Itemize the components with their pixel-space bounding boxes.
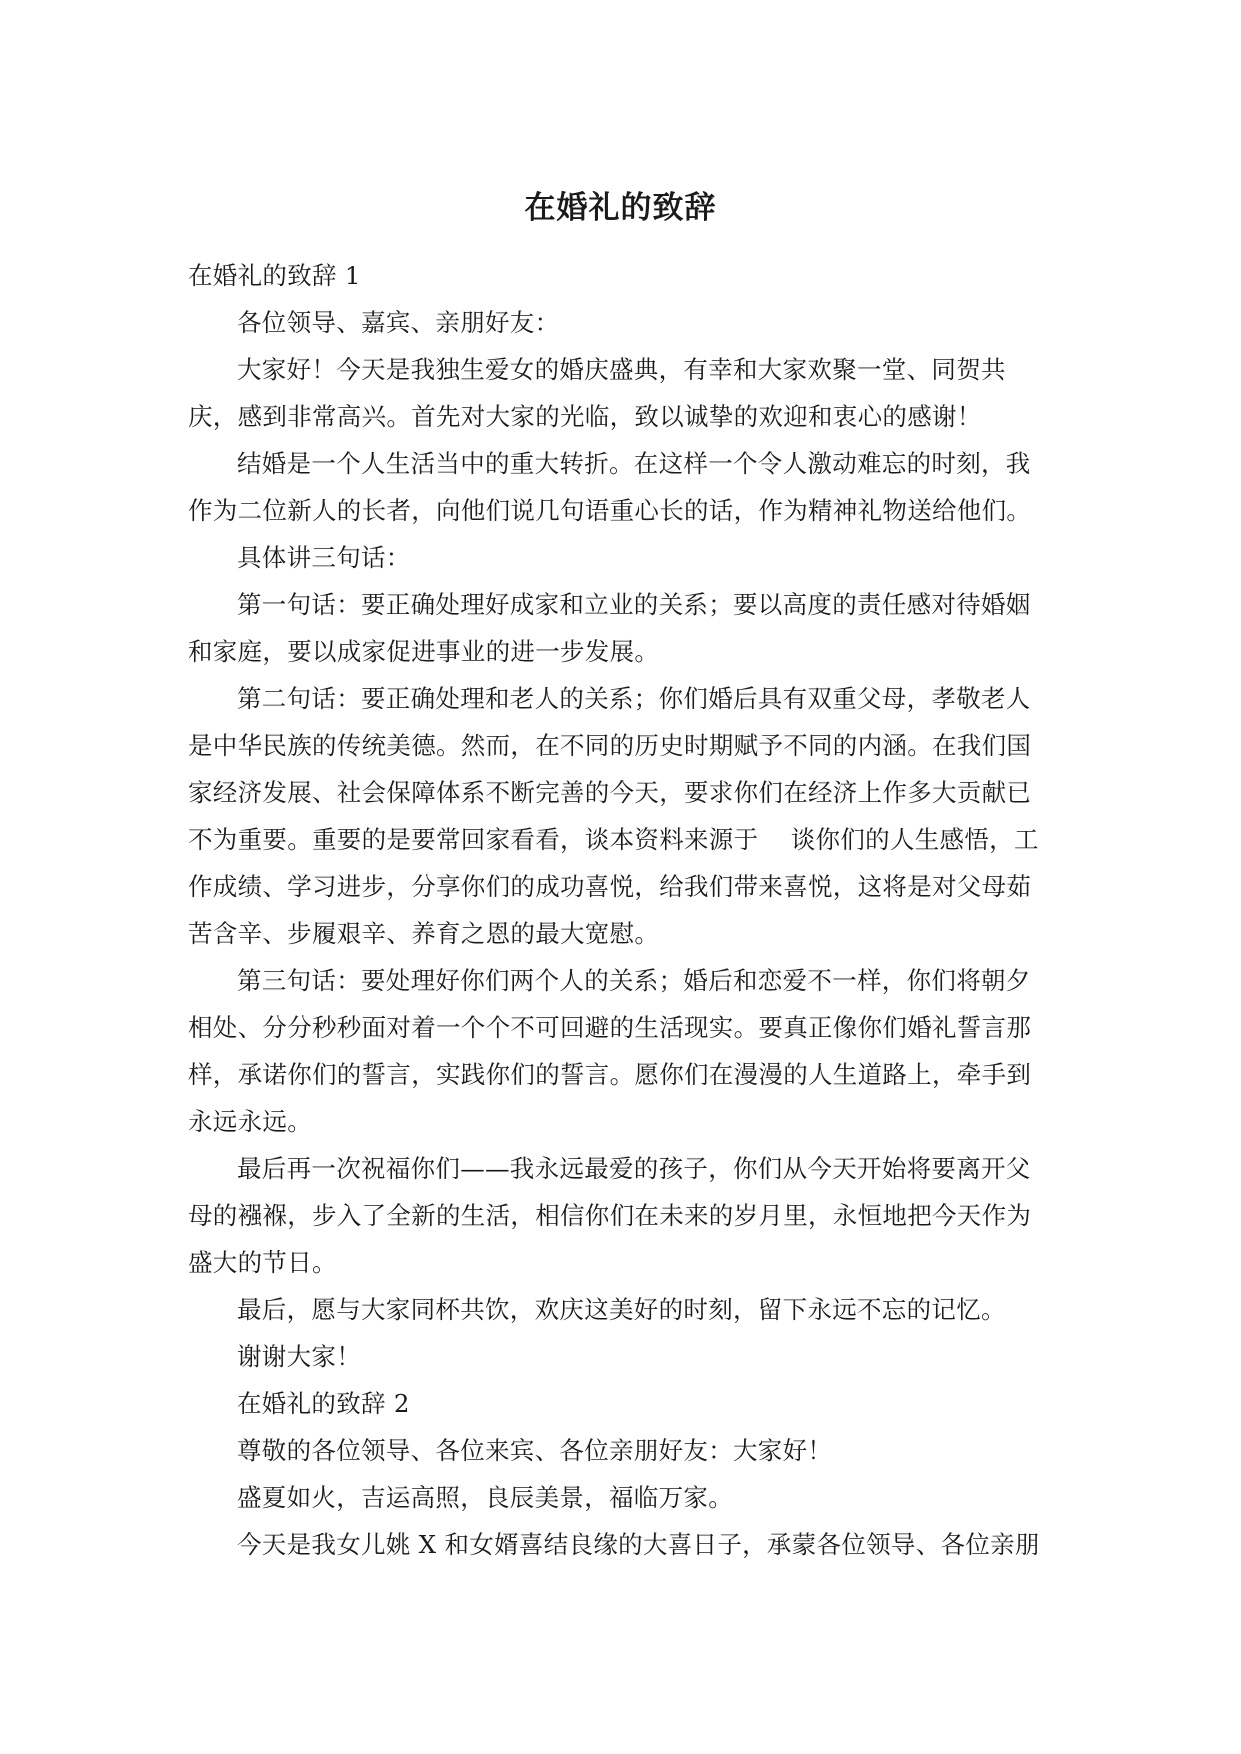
paragraph-line: 在婚礼的致辞 1	[188, 261, 361, 290]
paragraph	[188, 1286, 1068, 1333]
paragraph	[188, 675, 1068, 957]
paragraph-line: 家经济发展、社会保障体系不断完善的今天，要求你们在经济上作多大贡献已	[188, 778, 1032, 807]
paragraph-line: 相处、分分秒秒面对着一个个不可回避的生活现实。要真正像你们婚礼誓言那	[188, 1013, 1032, 1042]
paragraph-line: 作成绩、学习进步，分享你们的成功喜悦，给我们带来喜悦，这将是对父母茹	[188, 872, 1032, 901]
paragraph-line: 盛夏如火，吉运高照，良辰美景，福临万家。	[237, 1483, 733, 1512]
document-title: 在婚礼的致辞	[524, 190, 717, 226]
paragraph-line: 母的襁褓，步入了全新的生活，相信你们在未来的岁月里，永恒地把今天作为	[188, 1201, 1032, 1230]
paragraph	[188, 581, 1068, 675]
paragraph-line: 今天是我女儿姚 X 和女婿喜结良缘的大喜日子，承蒙各位领导、各位亲朋	[237, 1530, 1040, 1559]
paragraph-line: 在婚礼的致辞 2	[237, 1389, 410, 1418]
paragraph-line: 样，承诺你们的誓言，实践你们的誓言。愿你们在漫漫的人生道路上，牵手到	[188, 1060, 1032, 1089]
paragraph-line: 第三句话：要处理好你们两个人的关系；婚后和恋爱不一样，你们将朝夕	[237, 966, 1031, 995]
document-body	[188, 252, 1068, 1568]
paragraph	[188, 440, 1068, 534]
paragraph-line: 尊敬的各位领导、各位来宾、各位亲朋好友：大家好！	[237, 1436, 833, 1465]
paragraph-line: 永远永远。	[188, 1107, 312, 1136]
paragraph-line: 第一句话：要正确处理好成家和立业的关系；要以高度的责任感对待婚姻	[237, 590, 1031, 619]
paragraph	[188, 1333, 1068, 1380]
paragraph	[188, 534, 1068, 581]
paragraph	[188, 1380, 1068, 1427]
paragraph-line: 庆，感到非常高兴。首先对大家的光临，致以诚挚的欢迎和衷心的感谢！	[188, 402, 982, 431]
paragraph-line: 不为重要。重要的是要常回家看看，谈本资料来源于 谈你们的人生感悟，工	[188, 825, 1039, 854]
paragraph-line: 和家庭，要以成家促进事业的进一步发展。	[188, 637, 660, 666]
paragraph-line: 具体讲三句话：	[237, 543, 411, 572]
paragraph	[188, 1145, 1068, 1286]
paragraph-line: 谢谢大家！	[237, 1342, 361, 1371]
paragraph-line: 第二句话：要正确处理和老人的关系；你们婚后具有双重父母，孝敬老人	[237, 684, 1031, 713]
paragraph	[188, 346, 1068, 440]
paragraph-line: 大家好！今天是我独生爱女的婚庆盛典，有幸和大家欢聚一堂、同贺共	[237, 355, 1006, 384]
paragraph	[188, 957, 1068, 1145]
paragraph	[188, 299, 1068, 346]
paragraph	[188, 252, 1068, 299]
paragraph-line: 苦含辛、步履艰辛、养育之恩的最大宽慰。	[188, 919, 660, 948]
paragraph-line: 是中华民族的传统美德。然而，在不同的历史时期赋予不同的内涵。在我们国	[188, 731, 1032, 760]
paragraph-line: 盛大的节日。	[188, 1248, 337, 1277]
paragraph	[188, 1521, 1068, 1568]
paragraph	[188, 1474, 1068, 1521]
paragraph-line: 最后再一次祝福你们——我永远最爱的孩子，你们从今天开始将要离开父	[237, 1154, 1031, 1183]
paragraph-line: 最后，愿与大家同杯共饮，欢庆这美好的时刻，留下永远不忘的记忆。	[237, 1295, 1006, 1324]
paragraph	[188, 1427, 1068, 1474]
paragraph-line: 结婚是一个人生活当中的重大转折。在这样一个令人激动难忘的时刻，我	[237, 449, 1031, 478]
paragraph-line: 作为二位新人的长者，向他们说几句语重心长的话，作为精神礼物送给他们。	[188, 496, 1032, 525]
paragraph-line: 各位领导、嘉宾、亲朋好友：	[237, 308, 560, 337]
